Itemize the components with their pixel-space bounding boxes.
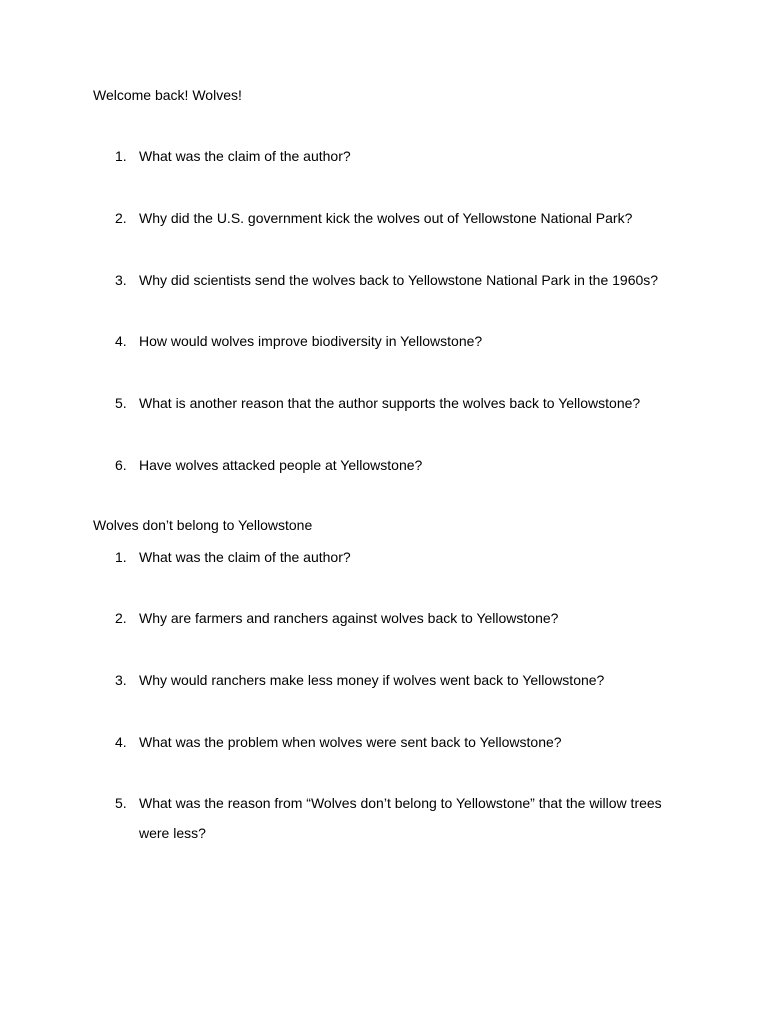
question-text: Have wolves attacked people at Yellowstone? <box>139 457 423 473</box>
question-number: 2. <box>115 610 127 626</box>
question-number: 3. <box>115 672 127 688</box>
question-number: 1. <box>115 148 127 164</box>
question-number: 4. <box>115 333 127 349</box>
section1-title: Welcome back! Wolves! <box>93 87 242 103</box>
question-text: Why are farmers and ranchers against wolves back to Yellowstone? <box>139 610 559 626</box>
question-text: What was the claim of the author? <box>139 148 351 164</box>
question-text: How would wolves improve biodiversity in Yellowstone? <box>139 333 483 349</box>
question-number: 1. <box>115 549 127 565</box>
question-text: Why did scientists send the wolves back to Yellowstone National Park in the 1960s? <box>139 272 659 288</box>
question-number: 2. <box>115 210 127 226</box>
question-text: What was the reason from “Wolves don’t belong to Yellowstone” that the willow trees were less? <box>139 795 662 841</box>
question-text: What was the problem when wolves were sent back to Yellowstone? <box>139 734 562 750</box>
question-text: What is another reason that the author supports the wolves back to Yellowstone? <box>139 395 641 411</box>
question-text: Why would ranchers make less money if wolves went back to Yellowstone? <box>139 672 605 688</box>
question-number: 5. <box>115 395 127 411</box>
question-number: 4. <box>115 734 127 750</box>
question-number: 5. <box>115 795 127 811</box>
section2-title: Wolves don’t belong to Yellowstone <box>93 517 313 533</box>
question-number: 6. <box>115 457 127 473</box>
question-text: Why did the U.S. government kick the wolves out of Yellowstone National Park? <box>139 210 633 226</box>
question-number: 3. <box>115 272 127 288</box>
question-text: What was the claim of the author? <box>139 549 351 565</box>
